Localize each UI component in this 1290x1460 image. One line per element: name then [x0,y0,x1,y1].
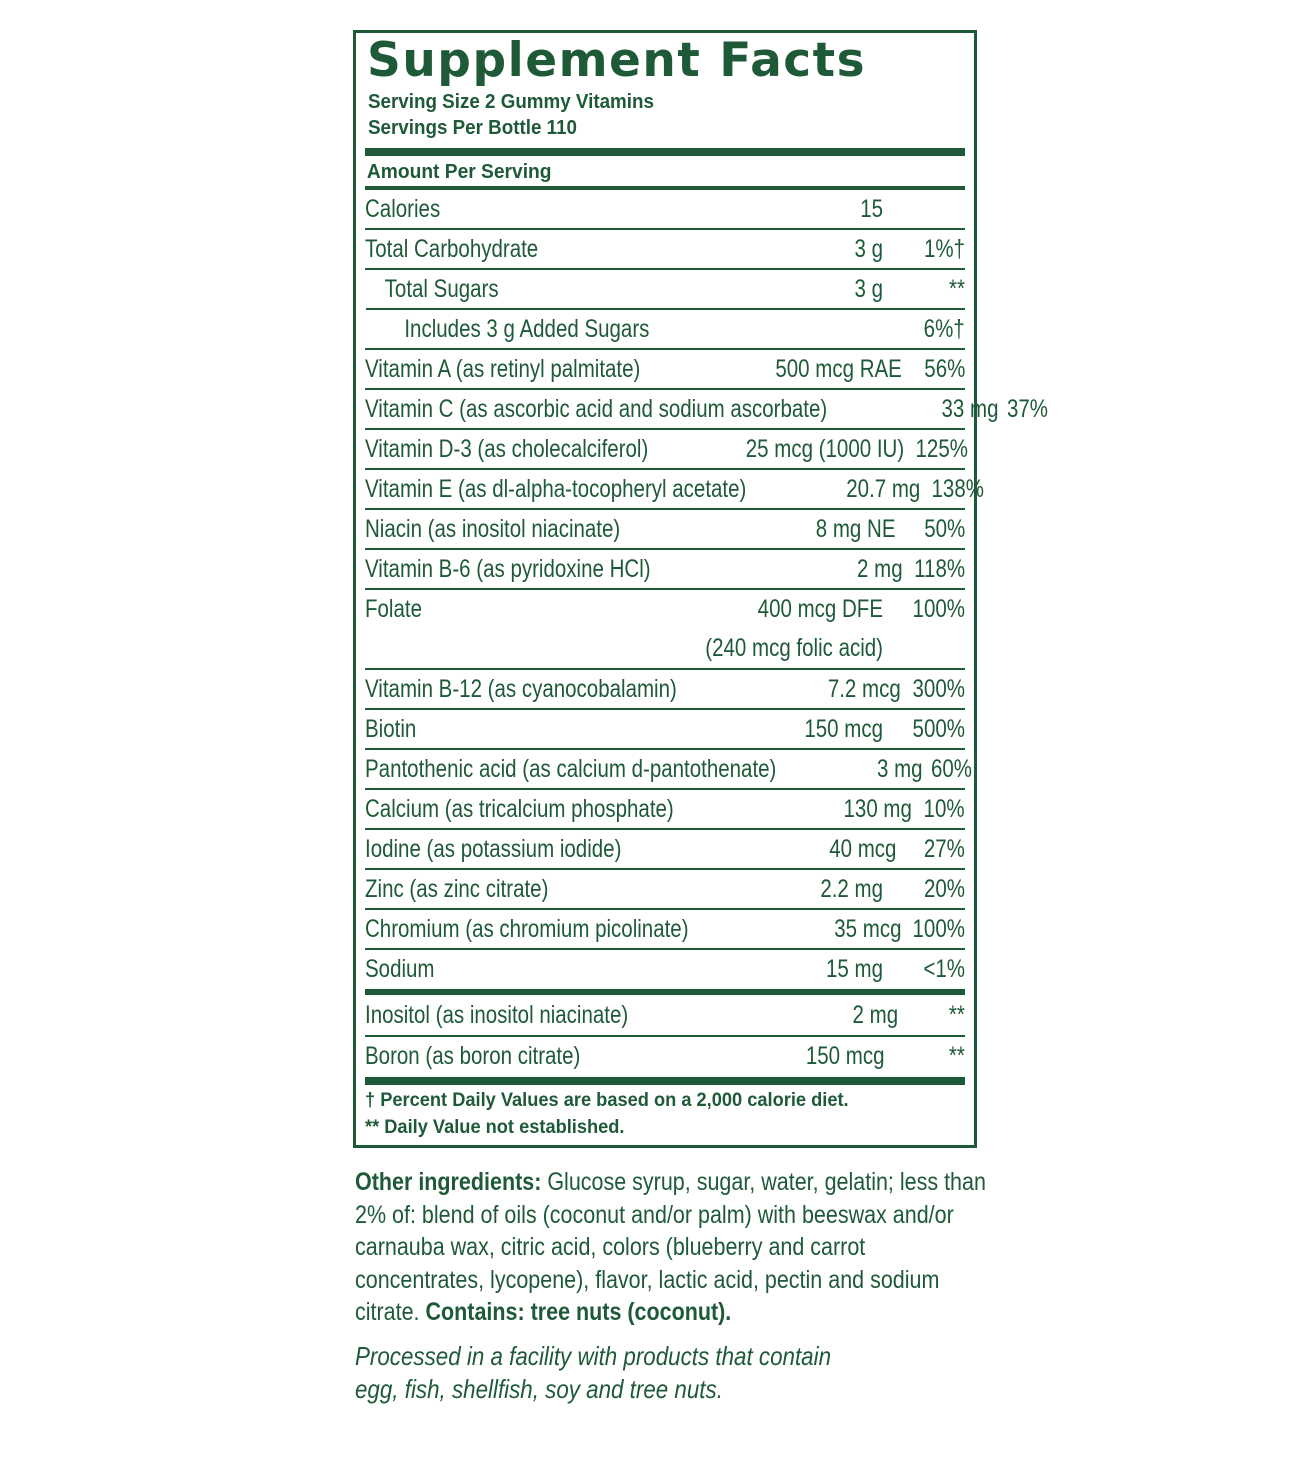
ingredients-text: Glucose syrup, sugar, water, gelatin; less than 2% of: blend of oils (coconut and/or palm) with beeswax and/or carnauba wax, citric acid, colors (blueberry and carrot concentrates, lycopene), flavor, lactic acid, pectin and sodium citrate. [355,1168,986,1326]
nutrient-name: Inositol (as inositol niacinate) [365,1001,629,1029]
nutrient-amount: 2 mg [857,555,903,583]
nutrient-dv: <1% [923,955,965,983]
servings-per-bottle: Servings Per Bottle 110 [368,117,577,139]
footnote-daily-values: † Percent Daily Values are based on a 2,000 calorie diet. [365,1090,849,1111]
other-ingredients [355,1166,996,1329]
nutrient-row-boron [365,1037,965,1075]
nutrient-name: Vitamin C (as ascorbic acid and sodium ascorbate) [365,395,828,423]
nutrient-row-total-sugars [365,270,965,310]
nutrient-name: Vitamin B-6 (as pyridoxine HCl) [365,555,651,583]
nutrient-name: Vitamin D-3 (as cholecalciferol) [365,435,649,463]
nutrient-dv: 118% [914,555,965,583]
nutrient-row-vitamin-b12 [365,670,965,710]
nutrient-amount: 25 mcg (1000 IU) [745,435,904,463]
nutrient-amount: 35 mcg [833,915,902,943]
nutrient-row-vitamin-e [365,470,985,510]
nutrient-row-vitamin-d3 [365,430,968,470]
nutrient-dv: 1%† [923,235,965,263]
facility-statement [355,1340,957,1405]
nutrient-name: Total Sugars [384,275,499,303]
nutrient-dv: 100% [912,915,965,943]
nutrient-amount: 3 g [854,235,883,263]
nutrient-name: Folate [365,595,422,623]
nutrient-name: Sodium [365,955,435,983]
footnote-not-established: ** Daily Value not established. [365,1117,625,1138]
nutrient-amount: 400 mcg DFE [757,595,883,623]
nutrient-row-chromium [365,910,965,950]
nutrient-dv: ** [949,275,965,303]
nutrient-name: Iodine (as potassium iodide) [365,835,622,863]
nutrient-dv: 500% [912,715,965,743]
nutrient-dv: 6%† [923,315,965,343]
divider-thick [365,1077,965,1085]
nutrient-dv: ** [949,1042,965,1070]
nutrient-amount: 20.7 mg [846,475,921,503]
nutrient-row-niacin [365,510,965,550]
nutrient-name: Zinc (as zinc citrate) [365,875,549,903]
nutrient-row-calories [365,190,965,230]
nutrient-dv: 100% [912,595,965,623]
nutrient-name: Includes 3 g Added Sugars [404,315,650,343]
nutrient-amount: 150 mcg [805,1042,885,1070]
nutrient-amount: 40 mcg [828,835,897,863]
nutrient-name: Calories [365,195,441,223]
nutrient-row-calcium [365,790,965,830]
nutrient-dv: 37% [1007,395,1049,423]
amount-per-serving: Amount Per Serving [366,161,552,183]
nutrient-table [365,190,1049,988]
nutrient-name: Calcium (as tricalcium phosphate) [365,795,674,823]
nutrient-row-added-sugars [365,310,965,350]
facility-line-2: egg, fish, shellfish, soy and tree nuts. [355,1373,723,1404]
nutrient-dv: 10% [923,795,965,823]
nutrient-name: Vitamin E (as dl-alpha-tocopheryl acetate) [365,475,747,503]
nutrient-row-total-carbohydrate [365,230,965,270]
allergen-contains: Contains: tree nuts (coconut). [425,1298,732,1326]
nutrient-amount: 8 mg NE [816,515,896,543]
panel-title: Supplement Facts [367,33,867,88]
nutrient-row-vitamin-a [365,350,965,390]
nutrient-amount: 3 mg [876,755,923,783]
nutrient-row-pantothenic-acid [365,750,973,790]
nutrient-amount: 7.2 mcg [828,675,902,703]
nutrient-amount: 500 mcg RAE [775,355,902,383]
nutrient-amount: 15 mg [826,955,883,983]
nutrient-name: Total Carbohydrate [365,235,539,263]
nutrient-name: Niacin (as inositol niacinate) [365,515,621,543]
nutrient-dv: 60% [931,755,973,783]
nutrient-amount: 33 mg [941,395,999,423]
nutrient-name: Pantothenic acid (as calcium d-pantothenate) [365,755,777,783]
nutrient-amount: (240 mcg folic acid) [705,634,883,662]
nutrient-row-zinc [365,870,965,910]
nutrient-amount: 3 g [854,275,883,303]
ingredients-label: Other ingredients: [355,1168,542,1196]
nutrient-row-folic-acid [365,628,965,670]
nutrient-amount: 130 mg [843,795,912,823]
nutrient-name: Vitamin A (as retinyl palmitate) [365,355,641,383]
nutrient-dv: ** [949,1001,965,1029]
facility-line-1: Processed in a facility with products that contain [355,1341,832,1371]
nutrient-row-sodium [365,950,965,988]
divider-thick [365,148,965,156]
nutrient-dv: 20% [923,875,965,903]
nutrient-dv: 138% [931,475,985,503]
nutrient-name: Vitamin B-12 (as cyanocobalamin) [365,675,677,703]
nutrient-dv: 125% [915,435,968,463]
nutrient-dv: 300% [912,675,965,703]
serving-size: Serving Size 2 Gummy Vitamins [368,91,654,113]
nutrient-row-iodine [365,830,965,870]
nutrient-amount: 15 [860,195,883,223]
nutrient-dv: 50% [923,515,965,543]
nutrient-dv: 56% [923,355,965,383]
supplement-facts-panel [353,30,1049,1148]
nutrient-row-folate [365,590,965,628]
nutrient-name: Chromium (as chromium picolinate) [365,915,689,943]
nutrient-amount: 2.2 mg [820,875,883,903]
nutrient-dv: 27% [923,835,965,863]
nutrient-name: Boron (as boron citrate) [365,1042,581,1070]
nutrient-amount: 2 mg [852,1001,899,1029]
nutrient-row-vitamin-b6 [365,550,965,590]
nutrient-row-inositol [365,995,965,1037]
nutrient-row-vitamin-c [365,390,1049,430]
nutrient-amount: 150 mcg [804,715,883,743]
nutrient-row-biotin [365,710,965,750]
nutrient-name: Biotin [365,715,417,743]
